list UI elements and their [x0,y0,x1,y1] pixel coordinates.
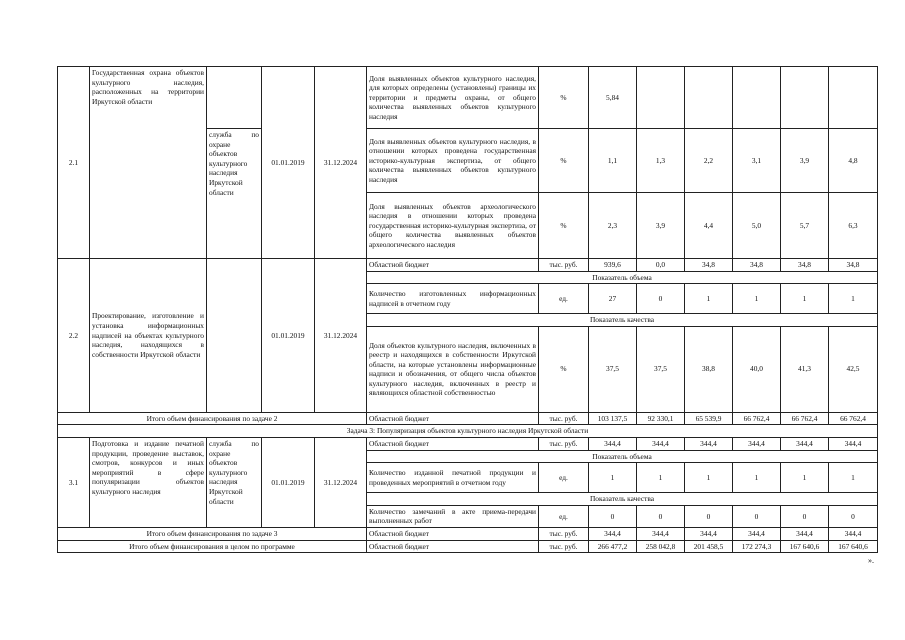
value-cell: 103 137,5 [589,412,637,425]
value-cell: 4,4 [685,193,733,259]
indicator-unit: % [539,67,589,129]
value-cell: 5,0 [733,193,781,259]
table-row-2-2-budget [58,259,878,272]
value-cell: 1,1 [589,129,637,193]
value-cell: 344,4 [589,437,637,450]
value-cell: 37,5 [589,326,637,412]
budget-source: Областной бюджет [367,412,539,425]
value-cell: 34,8 [829,259,878,272]
value-cell: 66 762,4 [829,412,878,425]
value-cell: 1,3 [637,129,685,193]
value-cell: 34,8 [685,259,733,272]
budget-source: Областной бюджет [367,437,539,450]
value-cell: 167 640,6 [829,540,878,553]
value-cell [829,67,878,129]
value-cell: 2,2 [685,129,733,193]
end-date: 31.12.2024 [315,259,367,413]
start-date: 01.01.2019 [262,67,315,259]
table-row-task-3-header [58,425,878,438]
value-cell: 0 [733,505,781,527]
value-cell: 344,4 [781,527,829,540]
table-row-total-task-2 [58,412,878,425]
value-cell: 344,4 [589,527,637,540]
budget-source: Областной бюджет [367,540,539,553]
value-cell: 42,5 [829,326,878,412]
closing-quote-mark: ». [868,556,874,565]
value-cell: 1 [733,463,781,493]
value-cell: 0 [637,505,685,527]
value-cell: 1 [829,463,878,493]
indicator-text: Количество изданной печатной продукции и проведенных мероприятий в отчетном году [367,463,539,493]
budget-unit: тыс. руб. [539,437,589,450]
indicator-unit: ед. [539,463,589,493]
value-cell: 4,8 [829,129,878,193]
value-cell: 266 477,2 [589,540,637,553]
value-cell: 5,84 [589,67,637,129]
budget-source: Областной бюджет [367,527,539,540]
value-cell: 344,4 [637,437,685,450]
value-cell: 344,4 [733,527,781,540]
value-cell: 344,4 [829,437,878,450]
value-cell: 3,1 [733,129,781,193]
end-date: 31.12.2024 [315,67,367,259]
total-label: Итого объем финансирования в целом по программе [58,540,367,553]
value-cell: 40,0 [733,326,781,412]
value-cell: 2,3 [589,193,637,259]
value-cell: 0,0 [637,259,685,272]
table-row-2-1-ind-1 [58,67,878,129]
indicator-text: Количество изготовленных информационных надписей в отчетном году [367,284,539,314]
value-cell: 34,8 [733,259,781,272]
value-cell: 5,7 [781,193,829,259]
value-cell: 344,4 [637,527,685,540]
indicator-unit: % [539,193,589,259]
value-cell: 344,4 [781,437,829,450]
executor: служба по охране объектов культурного наследия Иркутской области [207,129,262,259]
section-subheader: Показатель объема [367,450,878,463]
value-cell: 0 [685,505,733,527]
indicator-text: Доля выявленных объектов культурного наследия, в отношении которых проведена государственная историко-культурная экспертиза, от общего количества выявленных объектов культурного наследия [367,129,539,193]
value-cell: 1 [637,463,685,493]
total-label: Итого объем финансирования по задаче 3 [58,527,367,540]
program-table [57,66,878,553]
value-cell: 344,4 [685,527,733,540]
value-cell [685,67,733,129]
value-cell: 258 042,8 [637,540,685,553]
budget-unit: тыс. руб. [539,527,589,540]
value-cell: 939,6 [589,259,637,272]
value-cell: 92 330,1 [637,412,685,425]
value-cell [637,67,685,129]
table-row-total-program [58,540,878,553]
row-number: 2.1 [58,67,90,259]
value-cell [781,67,829,129]
budget-unit: тыс. руб. [539,259,589,272]
section-subheader: Показатель качества [367,493,878,506]
indicator-text: Доля выявленных объектов культурного наследия, для которых определены (установлены) границы их территории и предметы охраны, от общего количества выявленных объектов культурного наследия [367,67,539,129]
value-cell: 65 539,9 [685,412,733,425]
measure-name: Проектирование, изготовление и установка информационных надписей на объектах культурного наследия, находящихся в собственности Иркутской области [90,259,207,413]
measure-name: Подготовка и издание печатной продукции, проведение выставок, смотров, конкурсов и иных мероприятий в сфере популяризации объектов культурного наследия [90,437,207,527]
total-label: Итого объем финансирования по задаче 2 [58,412,367,425]
value-cell: 38,8 [685,326,733,412]
indicator-unit: ед. [539,284,589,314]
value-cell: 0 [829,505,878,527]
indicator-text: Доля выявленных объектов археологического наследия в отношении которых проведена государственная историко-культурная экспертиза, от общего количества выявленных объектов археологического наследия [367,193,539,259]
value-cell: 0 [589,505,637,527]
value-cell: 6,3 [829,193,878,259]
value-cell: 344,4 [685,437,733,450]
start-date: 01.01.2019 [262,259,315,413]
value-cell: 66 762,4 [733,412,781,425]
value-cell [733,67,781,129]
table-row-total-task-3 [58,527,878,540]
start-date: 01.01.2019 [262,437,315,527]
budget-source: Областной бюджет [367,259,539,272]
value-cell: 1 [781,284,829,314]
indicator-unit: ед. [539,505,589,527]
value-cell: 3,9 [637,193,685,259]
value-cell: 34,8 [781,259,829,272]
value-cell: 3,9 [781,129,829,193]
budget-unit: тыс. руб. [539,412,589,425]
executor: служба по охране объектов культурного наследия Иркутской области [207,437,262,527]
row-number: 2.2 [58,259,90,413]
value-cell: 1 [685,463,733,493]
measure-name: Государственная охрана объектов культурного наследия, расположенных на территории Иркутской области [90,67,207,259]
value-cell: 1 [781,463,829,493]
value-cell: 0 [637,284,685,314]
section-subheader: Показатель качества [367,314,878,327]
value-cell: 1 [733,284,781,314]
indicator-unit: % [539,326,589,412]
value-cell: 344,4 [829,527,878,540]
value-cell: 167 640,6 [781,540,829,553]
value-cell: 1 [589,463,637,493]
value-cell: 1 [685,284,733,314]
row-number: 3.1 [58,437,90,527]
value-cell: 37,5 [637,326,685,412]
value-cell: 172 274,3 [733,540,781,553]
value-cell: 66 762,4 [781,412,829,425]
section-subheader: Показатель объема [367,271,878,284]
budget-unit: тыс. руб. [539,540,589,553]
end-date: 31.12.2024 [315,437,367,527]
value-cell: 1 [829,284,878,314]
task-title: Задача 3: Популяризация объектов культурного наследия Иркутской области [58,425,878,438]
table-row-3-1-budget [58,437,878,450]
value-cell: 0 [781,505,829,527]
value-cell: 41,3 [781,326,829,412]
indicator-unit: % [539,129,589,193]
value-cell: 201 458,5 [685,540,733,553]
indicator-text: Доля объектов культурного наследия, включенных в реестр и находящихся в собственности Иркутской области, на которые установлены информационные надписи и обозначения, от общего числа объектов культурного наследия, включенных в реестр и являющихся областной собственностью [367,326,539,412]
value-cell: 344,4 [733,437,781,450]
value-cell: 27 [589,284,637,314]
indicator-text: Количество замечаний в акте приема-передачи выполненных работ [367,505,539,527]
